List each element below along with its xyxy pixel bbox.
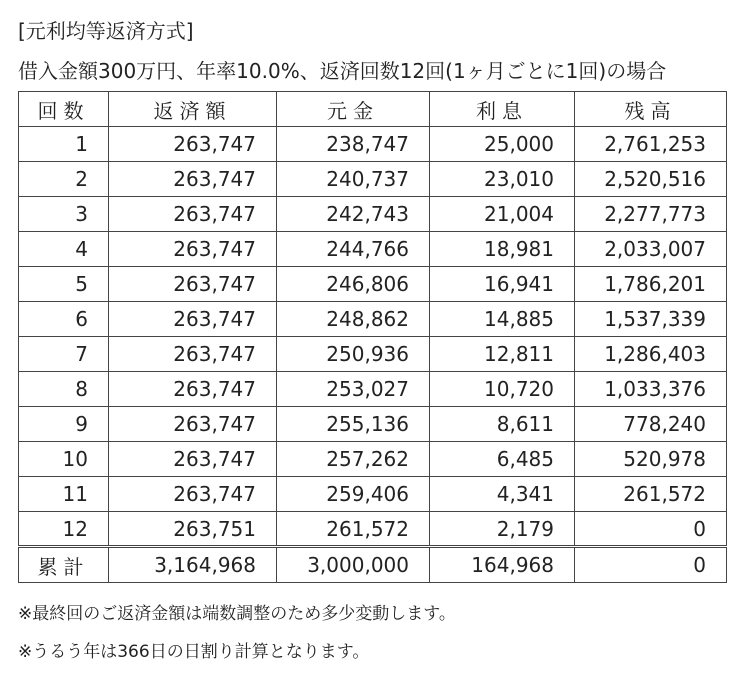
cell-balance: 2,761,253	[575, 127, 727, 162]
cell-principal: 240,737	[277, 162, 430, 197]
repayment-schedule-table	[18, 91, 727, 583]
table-header-row	[19, 92, 727, 127]
cell-payment: 263,747	[109, 162, 277, 197]
cell-principal: 259,406	[277, 477, 430, 512]
cell-installment: 2	[19, 162, 109, 197]
cell-installment: 10	[19, 442, 109, 477]
header-payment: 返済額	[109, 92, 277, 127]
table-row	[19, 477, 727, 512]
note-leap-year: ※うるう年は366日の日割り計算となります。	[18, 642, 370, 662]
cell-payment: 263,751	[109, 512, 277, 547]
cell-installment: 1	[19, 127, 109, 162]
cell-interest: 12,811	[430, 337, 575, 372]
table-row	[19, 302, 727, 337]
cell-interest: 21,004	[430, 197, 575, 232]
table-row	[19, 127, 727, 162]
cell-payment: 263,747	[109, 197, 277, 232]
cell-interest: 18,981	[430, 232, 575, 267]
total-principal: 3,000,000	[277, 547, 430, 583]
cell-installment: 8	[19, 372, 109, 407]
cell-balance: 2,520,516	[575, 162, 727, 197]
cell-principal: 238,747	[277, 127, 430, 162]
cell-principal: 250,936	[277, 337, 430, 372]
total-row	[19, 547, 727, 583]
cell-principal: 255,136	[277, 407, 430, 442]
cell-installment: 7	[19, 337, 109, 372]
table-row	[19, 162, 727, 197]
total-balance: 0	[575, 547, 727, 583]
cell-payment: 263,747	[109, 442, 277, 477]
table-body	[19, 127, 727, 547]
total-interest: 164,968	[430, 547, 575, 583]
cell-payment: 263,747	[109, 302, 277, 337]
table-row	[19, 232, 727, 267]
total-label: 累計	[19, 547, 109, 583]
cell-installment: 12	[19, 512, 109, 547]
total-payment: 3,164,968	[109, 547, 277, 583]
cell-interest: 6,485	[430, 442, 575, 477]
cell-installment: 11	[19, 477, 109, 512]
cell-interest: 23,010	[430, 162, 575, 197]
loan-conditions: 借入金額300万円、年率10.0%、返済回数12回(1ヶ月ごとに1回)の場合	[18, 59, 667, 83]
cell-balance: 1,033,376	[575, 372, 727, 407]
cell-principal: 261,572	[277, 512, 430, 547]
cell-principal: 248,862	[277, 302, 430, 337]
cell-balance: 0	[575, 512, 727, 547]
cell-payment: 263,747	[109, 407, 277, 442]
cell-balance: 1,286,403	[575, 337, 727, 372]
cell-interest: 10,720	[430, 372, 575, 407]
header-principal: 元金	[277, 92, 430, 127]
cell-balance: 1,786,201	[575, 267, 727, 302]
cell-installment: 9	[19, 407, 109, 442]
cell-balance: 2,033,007	[575, 232, 727, 267]
cell-balance: 2,277,773	[575, 197, 727, 232]
table-row	[19, 442, 727, 477]
cell-installment: 4	[19, 232, 109, 267]
table-row	[19, 337, 727, 372]
header-interest: 利息	[430, 92, 575, 127]
cell-payment: 263,747	[109, 337, 277, 372]
cell-installment: 6	[19, 302, 109, 337]
cell-principal: 244,766	[277, 232, 430, 267]
cell-principal: 253,027	[277, 372, 430, 407]
cell-balance: 520,978	[575, 442, 727, 477]
cell-installment: 5	[19, 267, 109, 302]
table-row	[19, 372, 727, 407]
cell-balance: 778,240	[575, 407, 727, 442]
cell-interest: 4,341	[430, 477, 575, 512]
table-row	[19, 197, 727, 232]
cell-payment: 263,747	[109, 232, 277, 267]
header-installment: 回数	[19, 92, 109, 127]
cell-payment: 263,747	[109, 267, 277, 302]
cell-payment: 263,747	[109, 477, 277, 512]
cell-interest: 8,611	[430, 407, 575, 442]
section-title: [元利均等返済方式]	[18, 19, 194, 43]
cell-payment: 263,747	[109, 127, 277, 162]
cell-balance: 1,537,339	[575, 302, 727, 337]
note-final-payment: ※最終回のご返済金額は端数調整のため多少変動します。	[18, 604, 456, 624]
cell-interest: 2,179	[430, 512, 575, 547]
cell-interest: 25,000	[430, 127, 575, 162]
table-row	[19, 407, 727, 442]
cell-interest: 14,885	[430, 302, 575, 337]
cell-interest: 16,941	[430, 267, 575, 302]
header-balance: 残高	[575, 92, 727, 127]
cell-installment: 3	[19, 197, 109, 232]
cell-principal: 246,806	[277, 267, 430, 302]
table-row	[19, 267, 727, 302]
cell-principal: 242,743	[277, 197, 430, 232]
cell-principal: 257,262	[277, 442, 430, 477]
cell-payment: 263,747	[109, 372, 277, 407]
cell-balance: 261,572	[575, 477, 727, 512]
table-row	[19, 512, 727, 547]
